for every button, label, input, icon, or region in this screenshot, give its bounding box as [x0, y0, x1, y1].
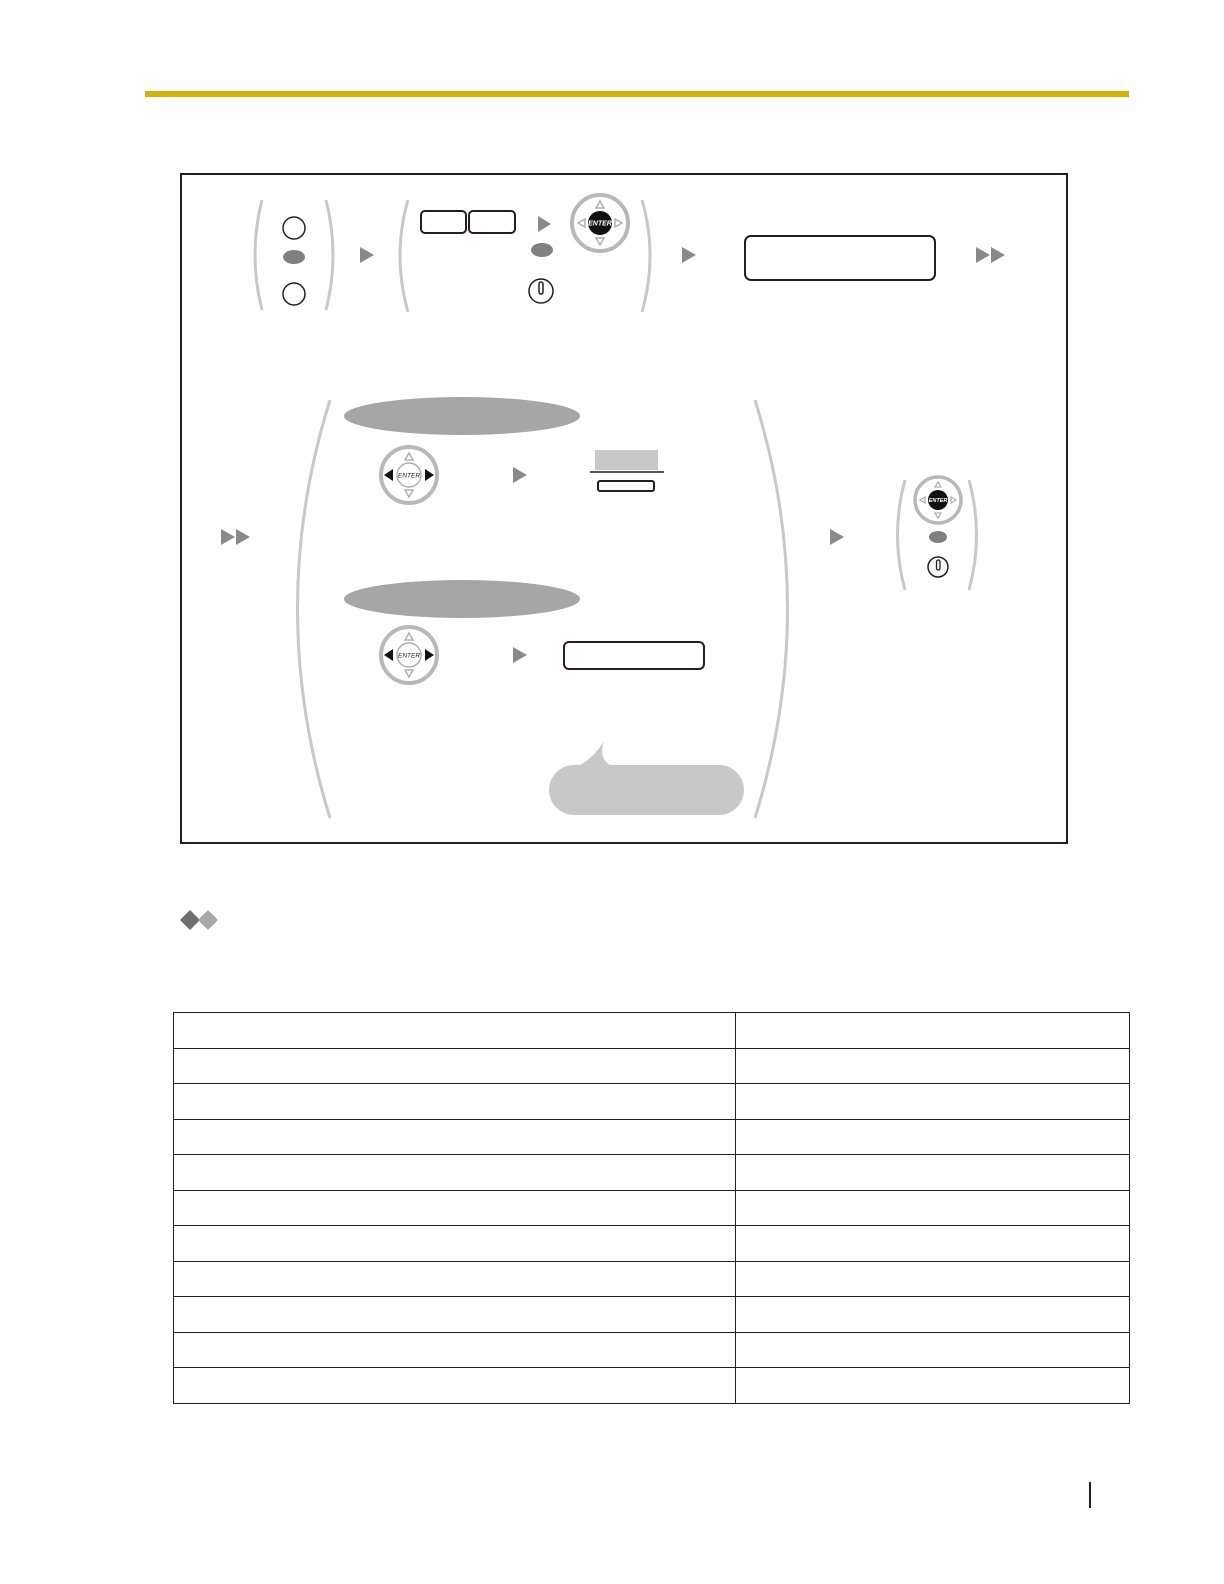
table-cell-value: [736, 1297, 1130, 1333]
speech-bubble: [549, 741, 744, 815]
table-cell-value: [736, 1261, 1130, 1297]
table-cell-value: [736, 1119, 1130, 1155]
table-cell-value: [736, 1084, 1130, 1120]
step2-group: [400, 195, 650, 312]
enter-navigator-icon: [381, 447, 437, 503]
table-cell-item: [174, 1261, 736, 1297]
display-highlight: [595, 450, 658, 470]
table-row: [174, 1013, 1130, 1049]
option-b-banner: [344, 580, 580, 618]
table-cell-item: [174, 1368, 736, 1404]
option-a-banner: [344, 397, 580, 435]
key-circle-top: [283, 217, 305, 239]
hook-icon: [529, 279, 553, 303]
table-row: [174, 1297, 1130, 1333]
arrow-right-icon: [360, 247, 374, 263]
table-row: [174, 1226, 1130, 1262]
key-oval: [531, 243, 553, 257]
display-box: [564, 642, 704, 669]
display-box: [745, 236, 935, 280]
table-cell-item: [174, 1226, 736, 1262]
step1-group: [255, 200, 333, 310]
table-row: [174, 1155, 1130, 1191]
step3-group: [298, 397, 788, 818]
hook-icon: [928, 557, 948, 577]
key-oval: [283, 250, 305, 264]
table-row: [174, 1332, 1130, 1368]
table-row: [174, 1261, 1130, 1297]
table-cell-item: [174, 1190, 736, 1226]
table-cell-item: [174, 1297, 736, 1333]
double-arrow-icon: [976, 247, 1005, 263]
arrow-right-icon: [538, 216, 551, 232]
table-cell-value: [736, 1155, 1130, 1191]
arrow-right-icon: [682, 247, 696, 263]
table-cell-value: [736, 1190, 1130, 1226]
table-row: [174, 1119, 1130, 1155]
settings-table: [173, 1012, 1130, 1404]
key-circle-bottom: [283, 283, 305, 305]
table-cell-value: [736, 1013, 1130, 1049]
svg-text:ENTER: ENTER: [928, 498, 948, 504]
double-arrow-icon: [221, 529, 250, 545]
table-row: [174, 1190, 1130, 1226]
page-number-rule: [1089, 1482, 1091, 1508]
enter-navigator-icon: [572, 195, 628, 251]
arrow-right-icon: [830, 529, 844, 545]
arrow-right-icon: [513, 467, 527, 483]
table-cell-item: [174, 1332, 736, 1368]
table-cell-item: [174, 1048, 736, 1084]
table-cell-value: [736, 1368, 1130, 1404]
table-cell-item: [174, 1155, 736, 1191]
bracket-left: [298, 400, 331, 818]
bracket-left: [255, 200, 262, 310]
table-cell-value: [736, 1332, 1130, 1368]
table-row: [174, 1084, 1130, 1120]
table-row: [174, 1368, 1130, 1404]
key-oval: [929, 531, 947, 543]
table-cell-item: [174, 1013, 736, 1049]
function-key-1: [421, 211, 466, 233]
enter-label: ENTER: [588, 220, 612, 228]
step4-group: [898, 477, 977, 590]
table-cell-value: [736, 1048, 1130, 1084]
bullet-diamond-icon: [180, 908, 224, 932]
table-cell-value: [736, 1226, 1130, 1262]
display-field: [598, 481, 654, 491]
enter-navigator-icon: [381, 627, 437, 683]
bracket-right: [326, 200, 333, 310]
enter-navigator-icon: [915, 477, 961, 523]
svg-text:ENTER: ENTER: [397, 652, 421, 660]
arrow-right-icon: [513, 647, 527, 663]
svg-text:ENTER: ENTER: [397, 472, 421, 480]
table-cell-item: [174, 1084, 736, 1120]
table-row: [174, 1048, 1130, 1084]
function-key-2: [469, 211, 515, 233]
table-cell-item: [174, 1119, 736, 1155]
bracket-right: [755, 400, 788, 818]
